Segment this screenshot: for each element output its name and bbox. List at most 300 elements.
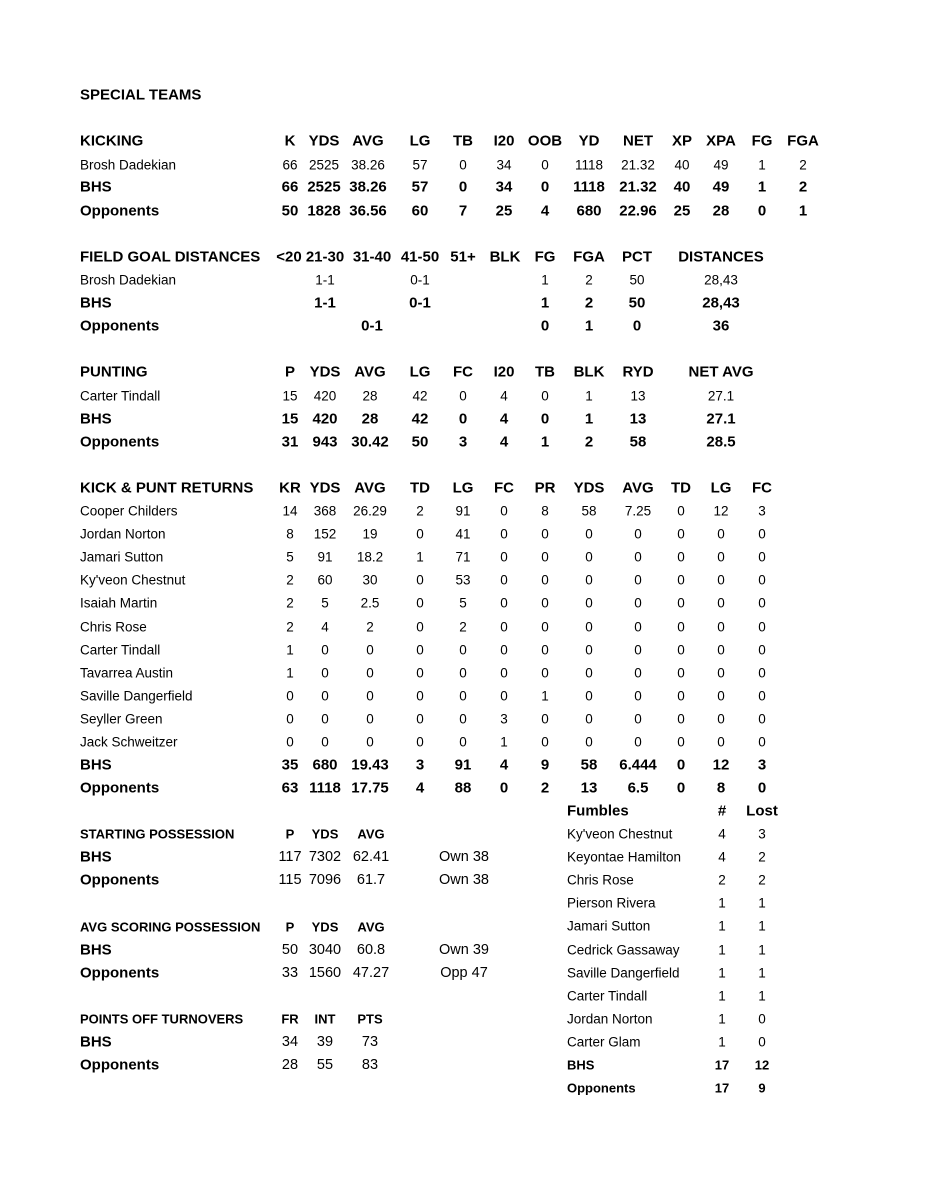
team-total-value: 6.5 (627, 779, 649, 797)
kicking-col-header: FGA (787, 132, 819, 150)
stat-value: 0 (717, 572, 725, 588)
stat-value: 66 (282, 157, 298, 173)
stat-value: 152 (313, 526, 337, 542)
stat-value: 60 (317, 572, 333, 588)
team-total-value: 17 (714, 1057, 730, 1073)
stat-value: 1 (718, 1011, 726, 1027)
kicking-col-header: YD (578, 132, 600, 150)
stat-value: 0 (585, 526, 593, 542)
stat-value: 0 (758, 1034, 766, 1050)
team-total-value: 4 (499, 433, 509, 451)
stat-value: 47.27 (352, 964, 390, 981)
player-name: Chris Rose (80, 618, 147, 634)
stat-value: 2 (758, 849, 766, 865)
team-total-value: 28.5 (706, 433, 736, 451)
team-total-value: 7 (458, 202, 468, 220)
stat-value: 0 (541, 526, 549, 542)
kicking-col-header: K (284, 132, 296, 150)
stat-value: 1560 (308, 964, 342, 981)
player-name: Saville Dangerfield (80, 688, 193, 704)
team-total-value: 63 (281, 779, 299, 797)
stat-value: 2525 (308, 157, 340, 173)
stat-value: 30 (362, 572, 378, 588)
team-total-value: 50 (411, 433, 429, 451)
stat-value: 0 (634, 641, 642, 657)
stat-value: 58 (581, 503, 597, 519)
team-total-value: 0-1 (361, 317, 383, 335)
stat-value: 0 (541, 549, 549, 565)
stat-value: 0 (500, 664, 508, 680)
stat-value: 0 (717, 526, 725, 542)
returns-col-header: AVG (622, 479, 654, 497)
stat-value: 368 (313, 503, 337, 519)
fumbles-col-header: # (717, 802, 727, 820)
team-total-value: 0 (540, 410, 550, 428)
stat-value: 0 (758, 711, 766, 727)
stat-value: 0 (758, 549, 766, 565)
stat-value: 1 (758, 895, 766, 911)
stat-value: 49 (713, 157, 729, 173)
stat-value: 1 (718, 895, 726, 911)
stat-value: 40 (674, 157, 690, 173)
stat-value: 0 (541, 711, 549, 727)
player-name: Opponents (80, 1056, 160, 1074)
stat-value: 1 (758, 964, 766, 980)
team-total-value: 28,43 (702, 294, 740, 312)
team-total-label: BHS (80, 178, 112, 196)
stat-value: 1 (585, 388, 593, 404)
team-total-value: 57 (411, 178, 429, 196)
stat-value: 0 (585, 664, 593, 680)
punting-col-header: YDS (309, 363, 341, 381)
team-total-value: 4 (415, 779, 425, 797)
returns-col-header: KR (279, 479, 301, 497)
punting-col-header: I20 (493, 363, 515, 381)
team-total-value: 0 (458, 410, 468, 428)
stat-value: 34 (496, 157, 512, 173)
avg_scoring-col-header: AVG (357, 919, 385, 935)
stat-value: 0 (634, 618, 642, 634)
stat-value: 0-1 (410, 272, 430, 288)
stat-value: 0 (677, 526, 685, 542)
team-total-value: 680 (576, 202, 602, 220)
kicking-col-header: YDS (308, 132, 340, 150)
team-total-label: BHS (80, 294, 112, 312)
team-total-value: 42 (411, 410, 429, 428)
player-name: Pierson Rivera (567, 895, 656, 911)
team-total-value: 0 (540, 178, 550, 196)
team-total-value: 36 (712, 317, 730, 335)
stat-value: 0 (500, 526, 508, 542)
stat-value: 0 (677, 688, 685, 704)
team-total-value: 2525 (307, 178, 341, 196)
team-total-label: Opponents (80, 202, 160, 220)
team-total-value: 27.1 (706, 410, 736, 428)
stat-value: 0 (758, 664, 766, 680)
stat-value: 41 (455, 526, 471, 542)
stat-value: 3 (758, 826, 766, 842)
stat-value: 0 (541, 641, 549, 657)
team-total-value: 0 (540, 317, 550, 335)
team-total-value: 1-1 (314, 294, 336, 312)
stat-value: 0 (416, 688, 424, 704)
stat-value: 0 (758, 618, 766, 634)
stat-value: 0 (366, 641, 374, 657)
player-name: Jamari Sutton (80, 549, 164, 565)
punting-col-header: BLK (573, 363, 605, 381)
stat-value: 83 (361, 1056, 379, 1073)
stat-value: 0 (677, 641, 685, 657)
stat-value: 0 (585, 618, 593, 634)
stat-value: 0 (677, 664, 685, 680)
player-name: Opponents (80, 964, 160, 982)
stat-value: 21.32 (621, 157, 655, 173)
stat-value: 0 (541, 572, 549, 588)
stat-value: 0 (634, 526, 642, 542)
stat-value: 1118 (574, 157, 604, 173)
starting_possession-col-header: YDS (311, 826, 339, 842)
stat-value: 0 (634, 734, 642, 750)
stat-value: 1 (718, 941, 726, 957)
stat-value: 0 (717, 734, 725, 750)
team-total-value: 4 (499, 410, 509, 428)
team-total-value: 420 (312, 410, 338, 428)
stat-value: 0 (500, 549, 508, 565)
stat-value: 0 (677, 572, 685, 588)
team-total-value: 3 (458, 433, 468, 451)
stat-value: 0 (677, 618, 685, 634)
returns-col-header: YDS (309, 479, 341, 497)
stat-value: 2 (459, 618, 467, 634)
stat-value: 0 (366, 711, 374, 727)
stat-value: 34 (281, 1033, 299, 1050)
team-total-value: 40 (673, 178, 691, 196)
stat-value: 5 (286, 549, 294, 565)
fumbles-title: Fumbles (567, 802, 629, 820)
player-name: BHS (80, 1033, 112, 1051)
player-name: Chris Rose (567, 872, 634, 888)
stat-value: 0 (758, 595, 766, 611)
player-name: Brosh Dadekian (80, 272, 177, 288)
stat-value: 0 (585, 688, 593, 704)
team-total-value: 50 (628, 294, 646, 312)
stat-value: 0 (758, 572, 766, 588)
stat-value: 57 (412, 157, 428, 173)
stat-value: 2 (286, 618, 294, 634)
stat-value: 0 (677, 595, 685, 611)
punting-col-header: RYD (622, 363, 654, 381)
team-total-label: BHS (567, 1057, 595, 1073)
team-total-value: 21.32 (619, 178, 657, 196)
stat-value: 1-1 (315, 272, 335, 288)
player-name: Jordan Norton (567, 1011, 653, 1027)
stat-value: 0 (585, 549, 593, 565)
team-total-value: 4 (540, 202, 550, 220)
team-total-value: 30.42 (351, 433, 389, 451)
team-total-value: 2 (584, 433, 594, 451)
stat-value: 0 (634, 664, 642, 680)
stat-value: 8 (541, 503, 549, 519)
stat-value: 91 (317, 549, 333, 565)
returns-col-header: PR (534, 479, 556, 497)
stat-value: 1 (718, 964, 726, 980)
team-total-value: 13 (580, 779, 598, 797)
team-total-value: 8 (716, 779, 726, 797)
stat-value: 2 (286, 595, 294, 611)
stat-value: 0 (717, 549, 725, 565)
stat-value: 4 (321, 618, 329, 634)
stat-value: 0 (677, 711, 685, 727)
punting-col-header: TB (535, 363, 555, 381)
team-total-value: 12 (754, 1057, 770, 1073)
stat-value: 420 (313, 388, 337, 404)
stat-value: 4 (718, 849, 726, 865)
returns-title: KICK & PUNT RETURNS (80, 479, 254, 497)
stat-value: 27.1 (707, 388, 735, 404)
returns-col-header: FC (494, 479, 514, 497)
team-total-value: 0-1 (409, 294, 431, 312)
stat-value: 1 (286, 664, 294, 680)
kicking-col-header: XP (671, 132, 693, 150)
team-total-value: 28 (712, 202, 730, 220)
stat-value: 0 (541, 388, 549, 404)
team-total-value: 2 (798, 178, 808, 196)
kicking-col-header: AVG (352, 132, 384, 150)
stat-value: 0 (541, 734, 549, 750)
stat-value: 0 (758, 641, 766, 657)
stat-value: 0 (366, 734, 374, 750)
stat-value: 0 (459, 664, 467, 680)
stat-value: 1 (500, 734, 508, 750)
stat-value: 2 (585, 272, 593, 288)
stat-value: 0 (286, 711, 294, 727)
stat-value: 0 (459, 711, 467, 727)
stat-value: 0 (500, 618, 508, 634)
stat-value: 5 (459, 595, 467, 611)
player-name: Brosh Dadekian (80, 157, 177, 173)
stat-value: 0 (541, 618, 549, 634)
stat-value: 0 (500, 688, 508, 704)
team-total-value: 0 (632, 317, 642, 335)
stat-value: 7.25 (624, 503, 652, 519)
stat-value: 117 (278, 848, 302, 865)
team-total-value: 9 (758, 1080, 766, 1096)
stat-value: 8 (286, 526, 294, 542)
team-total-value: 28 (361, 410, 379, 428)
stat-value: 2 (718, 872, 726, 888)
stat-value: 1 (541, 688, 549, 704)
team-total-value: 6.444 (619, 756, 657, 774)
stat-value: 55 (316, 1056, 334, 1073)
starting_possession-col-header: P (285, 826, 295, 842)
team-total-value: 2 (584, 294, 594, 312)
player-name: Tavarrea Austin (80, 664, 174, 680)
points_off_turnovers-col-header: PTS (357, 1011, 383, 1027)
stat-value: 0 (366, 664, 374, 680)
punting-col-header: NET AVG (688, 363, 754, 381)
team-total-value: 88 (454, 779, 472, 797)
stat-value: 0 (416, 595, 424, 611)
stat-value: 0 (366, 688, 374, 704)
team-total-value: 1 (540, 294, 550, 312)
stat-value: 7096 (308, 871, 342, 888)
stat-value: 0 (416, 664, 424, 680)
stat-value: 0 (634, 572, 642, 588)
punting-col-header: FC (453, 363, 473, 381)
team-total-value: 1 (584, 317, 594, 335)
stat-value: 115 (278, 871, 302, 888)
kicking-col-header: I20 (493, 132, 515, 150)
punting-col-header: P (284, 363, 296, 381)
field_goals-col-header: DISTANCES (678, 248, 764, 266)
team-total-value: 0 (458, 178, 468, 196)
stat-value: 1 (758, 918, 766, 934)
stat-value: 91 (455, 503, 471, 519)
team-total-label: Opponents (567, 1080, 636, 1096)
stat-value: 0 (717, 711, 725, 727)
stat-value: 2 (416, 503, 424, 519)
team-total-value: 25 (495, 202, 513, 220)
stat-value: 33 (281, 964, 299, 981)
stat-value: 7302 (308, 848, 342, 865)
stat-value: 0 (585, 572, 593, 588)
kicking-title: KICKING (80, 132, 144, 150)
punting-col-header: LG (409, 363, 431, 381)
stat-value: 13 (630, 388, 646, 404)
field_goals-col-header: 21-30 (305, 248, 345, 266)
team-total-value: 0 (676, 756, 686, 774)
team-total-value: 680 (312, 756, 338, 774)
team-total-value: 17 (714, 1080, 730, 1096)
stat-value: 14 (282, 503, 298, 519)
stat-value: Own 38 (439, 871, 489, 888)
team-total-value: 1118 (573, 178, 605, 196)
kicking-col-header: LG (409, 132, 431, 150)
field_goals-col-header: 31-40 (352, 248, 392, 266)
team-total-value: 60 (411, 202, 429, 220)
stat-value: 0 (677, 734, 685, 750)
returns-col-header: YDS (573, 479, 605, 497)
stat-value: 15 (282, 388, 298, 404)
stat-value: 0 (416, 572, 424, 588)
stat-value: 0 (416, 526, 424, 542)
stat-value: 5 (321, 595, 329, 611)
team-total-value: 1828 (307, 202, 341, 220)
stat-value: 0 (416, 618, 424, 634)
team-total-value: 1 (757, 178, 767, 196)
punting-col-header: AVG (354, 363, 386, 381)
stat-value: 39 (316, 1033, 334, 1050)
stat-value: 53 (455, 572, 471, 588)
team-total-value: 34 (495, 178, 513, 196)
stat-value: 2.5 (360, 595, 380, 611)
player-name: Seyller Green (80, 711, 163, 727)
stat-value: 0 (677, 503, 685, 519)
stat-value: 73 (361, 1033, 379, 1050)
stat-value: 0 (321, 734, 329, 750)
stat-value: 2 (799, 157, 807, 173)
stat-value: 0 (459, 734, 467, 750)
team-total-value: 0 (757, 202, 767, 220)
team-total-value: 0 (757, 779, 767, 797)
team-total-label: BHS (80, 410, 112, 428)
team-total-value: 1 (798, 202, 808, 220)
stat-value: 0 (321, 641, 329, 657)
team-total-value: 15 (281, 410, 299, 428)
team-total-value: 2 (540, 779, 550, 797)
stat-value: 62.41 (352, 848, 390, 865)
player-name: Carter Tindall (80, 641, 161, 657)
team-total-label: Opponents (80, 433, 160, 451)
stat-value: 0 (459, 641, 467, 657)
stat-value: 0 (717, 595, 725, 611)
stat-value: 0 (634, 688, 642, 704)
page-title: SPECIAL TEAMS (80, 86, 202, 104)
stat-value: 0 (585, 641, 593, 657)
stat-value: 0 (321, 688, 329, 704)
team-total-value: 9 (540, 756, 550, 774)
stat-value: 0 (321, 664, 329, 680)
player-name: Cedrick Gassaway (567, 941, 680, 957)
kicking-col-header: TB (453, 132, 473, 150)
stat-value: 0 (459, 688, 467, 704)
team-total-value: 38.26 (349, 178, 387, 196)
stat-value: 0 (286, 688, 294, 704)
field_goals-col-header: 41-50 (400, 248, 440, 266)
stat-value: 1 (286, 641, 294, 657)
player-name: Saville Dangerfield (567, 964, 680, 980)
stat-value: Own 39 (439, 941, 489, 958)
stat-value: 0 (416, 734, 424, 750)
stat-value: 0 (677, 549, 685, 565)
team-total-value: 943 (312, 433, 338, 451)
team-total-value: 91 (454, 756, 472, 774)
stat-value: 1 (758, 941, 766, 957)
stat-value: 19 (362, 526, 378, 542)
stat-value: 1 (758, 157, 766, 173)
returns-col-header: FC (752, 479, 772, 497)
kicking-col-header: NET (623, 132, 653, 150)
stat-value: 18.2 (356, 549, 384, 565)
stat-value: 1 (718, 987, 726, 1003)
stat-value: 3 (500, 711, 508, 727)
stat-value: 0 (286, 734, 294, 750)
team-total-value: 1 (540, 433, 550, 451)
player-name: BHS (80, 941, 112, 959)
kicking-col-header: FG (751, 132, 773, 150)
stat-value: 2 (758, 872, 766, 888)
stat-value: 0 (541, 664, 549, 680)
avg_scoring-col-header: YDS (311, 919, 339, 935)
avg_scoring-col-header: P (285, 919, 295, 935)
stat-value: 3040 (308, 941, 342, 958)
team-total-value: 58 (629, 433, 647, 451)
returns-col-header: AVG (354, 479, 386, 497)
stat-value: 4 (500, 388, 508, 404)
stat-value: 28 (281, 1056, 299, 1073)
team-total-value: 1 (584, 410, 594, 428)
stat-value: Opp 47 (440, 964, 488, 981)
team-total-value: 50 (281, 202, 299, 220)
player-name: Opponents (80, 871, 160, 889)
stat-value: 0 (717, 618, 725, 634)
field_goals-title: FIELD GOAL DISTANCES (80, 248, 261, 266)
stat-value: 38.26 (351, 157, 385, 173)
team-total-value: 0 (499, 779, 509, 797)
team-total-value: 49 (712, 178, 730, 196)
team-total-value: 3 (415, 756, 425, 774)
team-total-value: 58 (580, 756, 598, 774)
